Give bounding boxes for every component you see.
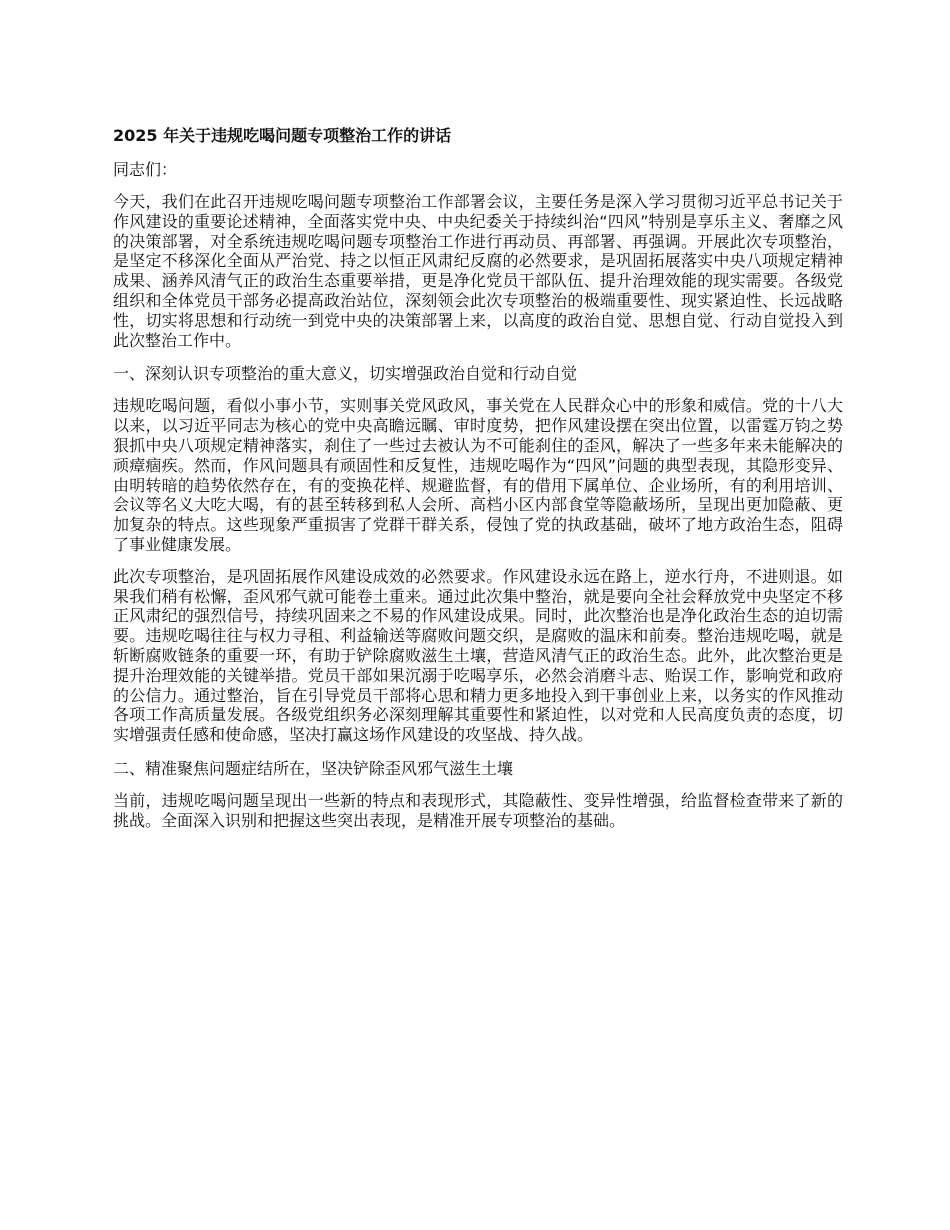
paragraph-section-2-a: 当前，违规吃喝问题呈现出一些新的特点和表现形式，其隐蔽性、变异性增强，给监督检查带来了新的挑战。全面深入识别和把握这些突出表现，是精准开展专项整治的基础。: [113, 790, 843, 830]
greeting: 同志们：: [113, 160, 178, 179]
section-heading-1: 一、深刻认识专项整治的重大意义，切实增强政治自觉和行动自觉: [113, 364, 578, 384]
document-title: 2025 年关于违规吃喝问题专项整治工作的讲话: [113, 126, 452, 145]
section-heading-2: 二、精准聚焦问题症结所在，坚决铲除歪风邪气滋生土壤: [113, 758, 514, 778]
document-page: [113, 124, 843, 843]
paragraph-section-1-a: 违规吃喝问题，看似小事小节，实则事关党风政风，事关党在人民群众心中的形象和威信。党的十八大以来，以习近平同志为核心的党中央高瞻远瞩、审时度势，把作风建设摆在突出位置，以雷霆万钧之势狠抓中央八项规定精神落实，刹住了一些过去被认为不可能刹住的歪风，解决了一些多年来未能解决的顽瘴痼疾。然而，作风问题具有顽固性和反复性，违规吃喝作为“四风”问题的典型表现，其隐形变异、由明转暗的趋势依然存在，有的变换花样、规避监督，有的借用下属单位、企业场所，有的利用培训、会议等名义大吃大喝，有的甚至转移到私人会所、高档小区内部食堂等隐蔽场所，呈现出更加隐蔽、更加复杂的特点。这些现象严重损害了党群干群关系，侵蚀了党的执政基础，破坏了地方政治生态，阻碍了事业健康发展。: [113, 396, 843, 554]
paragraph-section-1-b: 此次专项整治，是巩固拓展作风建设成效的必然要求。作风建设永远在路上，逆水行舟，不进则退。如果我们稍有松懈，歪风邪气就可能卷土重来。通过此次集中整治，就是要向全社会释放党中央坚定不移正风肃纪的强烈信号，持续巩固来之不易的作风建设成果。同时，此次整治也是净化政治生态的迫切需要。违规吃喝往往与权力寻租、利益输送等腐败问题交织，是腐败的温床和前奏。整治违规吃喝，就是斩断腐败链条的重要一环，有助于铲除腐败滋生土壤，营造风清气正的政治生态。此外，此次整治更是提升治理效能的关键举措。党员干部如果沉溺于吃喝享乐，必然会消磨斗志、贻误工作，影响党和政府的公信力。通过整治，旨在引导党员干部将心思和精力更多地投入到干事创业上来，以务实的作风推动各项工作高质量发展。各级党组织务必深刻理解其重要性和紧迫性，以对党和人民高度负责的态度，切实增强责任感和使命感，坚决打赢这场作风建设的攻坚战、持久战。: [113, 566, 843, 745]
paragraph-intro: 今天，我们在此召开违规吃喝问题专项整治工作部署会议，主要任务是深入学习贯彻习近平总书记关于作风建设的重要论述精神，全面落实党中央、中央纪委关于持续纠治“四风”特别是享乐主义、奢靡之风的决策部署，对全系统违规吃喝问题专项整治工作进行再动员、再部署、再强调。开展此次专项整治，是坚定不移深化全面从严治党、持之以恒正风肃纪反腐的必然要求，是巩固拓展落实中央八项规定精神成果、涵养风清气正的政治生态重要举措，更是净化党员干部队伍、提升治理效能的现实需要。各级党组织和全体党员干部务必提高政治站位，深刻领会此次专项整治的极端重要性、现实紧迫性、长远战略性，切实将思想和行动统一到党中央的决策部署上来，以高度的政治自觉、思想自觉、行动自觉投入到此次整治工作中。: [113, 192, 843, 350]
